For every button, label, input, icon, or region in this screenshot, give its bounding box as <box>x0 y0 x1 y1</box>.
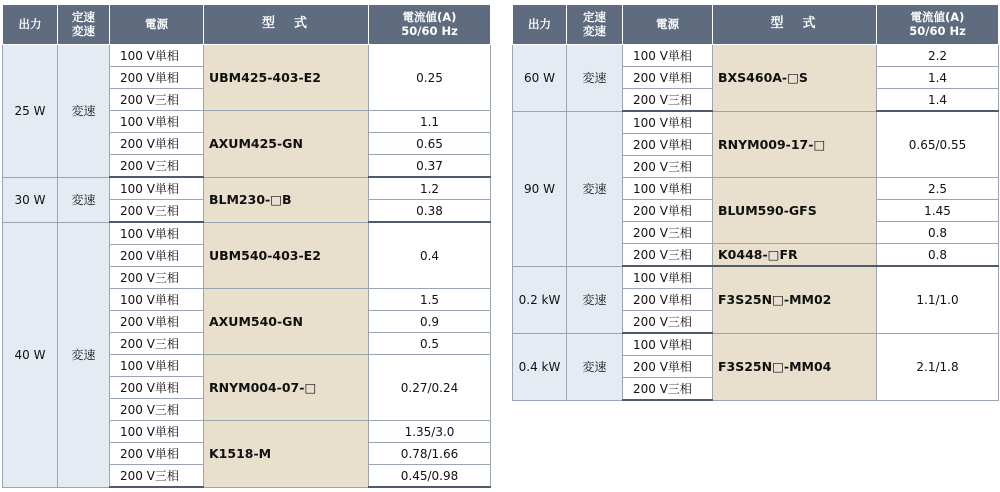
power-cell: 100 V単相 <box>110 289 204 311</box>
power-cell: 200 V単相 <box>623 67 713 89</box>
header-power: 電源 <box>623 5 713 45</box>
table-row <box>3 45 491 67</box>
model-cell: BLM230-□B <box>204 177 369 222</box>
current-cell: 1.1 <box>369 111 491 133</box>
speed-cell: 変速 <box>58 177 110 222</box>
power-cell: 200 V単相 <box>110 443 204 465</box>
model-cell: AXUM540-GN <box>204 289 369 355</box>
header-row <box>513 5 999 45</box>
current-cell: 0.8 <box>877 244 999 267</box>
power-cell: 200 V三相 <box>623 378 713 401</box>
model-cell: K0448-□FR <box>713 244 877 267</box>
power-cell: 200 V三相 <box>623 222 713 244</box>
current-cell: 1.45 <box>877 200 999 222</box>
output-cell: 25 W <box>3 45 58 178</box>
model-cell: RNYM004-07-□ <box>204 355 369 421</box>
header-current: 電流値(A) 50/60 Hz <box>877 5 999 45</box>
model-cell: BXS460A-□S <box>713 45 877 112</box>
power-cell: 100 V単相 <box>110 355 204 377</box>
table-row <box>513 266 999 289</box>
header-power: 電源 <box>110 5 204 45</box>
current-cell: 0.37 <box>369 155 491 178</box>
current-cell: 0.45/0.98 <box>369 465 491 488</box>
table-row <box>513 333 999 356</box>
power-cell: 100 V単相 <box>110 177 204 200</box>
table-row <box>3 177 491 200</box>
left-table-body <box>3 45 491 488</box>
model-cell: F3S25N□-MM02 <box>713 266 877 333</box>
table-row <box>513 111 999 134</box>
current-cell: 0.65/0.55 <box>877 111 999 178</box>
current-cell: 0.8 <box>877 222 999 244</box>
model-cell: AXUM425-GN <box>204 111 369 178</box>
spec-table-right <box>512 4 999 401</box>
power-cell: 200 V三相 <box>110 333 204 355</box>
power-cell: 100 V単相 <box>623 333 713 356</box>
power-cell: 200 V単相 <box>623 200 713 222</box>
output-cell: 30 W <box>3 177 58 222</box>
current-cell: 0.5 <box>369 333 491 355</box>
power-cell: 200 V単相 <box>623 356 713 378</box>
power-cell: 100 V単相 <box>623 111 713 134</box>
power-cell: 200 V単相 <box>110 377 204 399</box>
power-cell: 200 V三相 <box>110 267 204 289</box>
speed-cell: 変速 <box>567 266 623 333</box>
speed-cell: 変速 <box>58 45 110 178</box>
power-cell: 100 V単相 <box>110 45 204 67</box>
table-row <box>513 45 999 67</box>
model-cell: RNYM009-17-□ <box>713 111 877 178</box>
current-cell: 1.2 <box>369 177 491 200</box>
power-cell: 200 V三相 <box>110 465 204 488</box>
power-cell: 100 V単相 <box>623 178 713 200</box>
power-cell: 100 V単相 <box>623 45 713 67</box>
current-cell: 2.1/1.8 <box>877 333 999 400</box>
current-cell: 0.38 <box>369 200 491 223</box>
power-cell: 200 V単相 <box>623 134 713 156</box>
current-cell: 1.5 <box>369 289 491 311</box>
current-cell: 0.27/0.24 <box>369 355 491 421</box>
power-cell: 200 V三相 <box>623 156 713 178</box>
current-cell: 0.25 <box>369 45 491 111</box>
speed-cell: 変速 <box>567 333 623 400</box>
output-cell: 40 W <box>3 222 58 487</box>
header-model: 型 式 <box>713 5 877 45</box>
power-cell: 200 V三相 <box>110 200 204 223</box>
power-cell: 200 V単相 <box>110 133 204 155</box>
current-cell: 0.65 <box>369 133 491 155</box>
power-cell: 100 V単相 <box>110 421 204 443</box>
current-cell: 2.2 <box>877 45 999 67</box>
current-cell: 0.4 <box>369 222 491 289</box>
model-cell: UBM540-403-E2 <box>204 222 369 289</box>
output-cell: 0.2 kW <box>513 266 567 333</box>
speed-cell: 変速 <box>58 222 110 487</box>
power-cell: 200 V三相 <box>110 399 204 421</box>
model-cell: BLUM590-GFS <box>713 178 877 244</box>
model-cell: UBM425-403-E2 <box>204 45 369 111</box>
model-cell: F3S25N□-MM04 <box>713 333 877 400</box>
current-cell: 1.1/1.0 <box>877 266 999 333</box>
current-cell: 1.35/3.0 <box>369 421 491 443</box>
model-cell: K1518-M <box>204 421 369 488</box>
power-cell: 200 V三相 <box>623 89 713 112</box>
header-speed: 定速 変速 <box>58 5 110 45</box>
current-cell: 1.4 <box>877 89 999 112</box>
power-cell: 100 V単相 <box>110 222 204 245</box>
header-model: 型 式 <box>204 5 369 45</box>
power-cell: 200 V三相 <box>623 244 713 267</box>
speed-cell: 変速 <box>567 111 623 266</box>
output-cell: 0.4 kW <box>513 333 567 400</box>
power-cell: 200 V単相 <box>110 311 204 333</box>
table-row <box>3 222 491 245</box>
power-cell: 200 V三相 <box>110 89 204 111</box>
power-cell: 200 V三相 <box>110 155 204 178</box>
power-cell: 200 V三相 <box>623 311 713 334</box>
right-table-body <box>513 45 999 401</box>
header-current: 電流値(A) 50/60 Hz <box>369 5 491 45</box>
power-cell: 100 V単相 <box>110 111 204 133</box>
header-speed: 定速 変速 <box>567 5 623 45</box>
header-output: 出力 <box>3 5 58 45</box>
speed-cell: 変速 <box>567 45 623 112</box>
output-cell: 60 W <box>513 45 567 112</box>
power-cell: 200 V単相 <box>110 245 204 267</box>
header-row <box>3 5 491 45</box>
spec-table-left <box>2 4 491 488</box>
power-cell: 200 V単相 <box>623 289 713 311</box>
current-cell: 0.78/1.66 <box>369 443 491 465</box>
current-cell: 1.4 <box>877 67 999 89</box>
current-cell: 2.5 <box>877 178 999 200</box>
output-cell: 90 W <box>513 111 567 266</box>
current-cell: 0.9 <box>369 311 491 333</box>
header-output: 出力 <box>513 5 567 45</box>
power-cell: 200 V単相 <box>110 67 204 89</box>
power-cell: 100 V単相 <box>623 266 713 289</box>
